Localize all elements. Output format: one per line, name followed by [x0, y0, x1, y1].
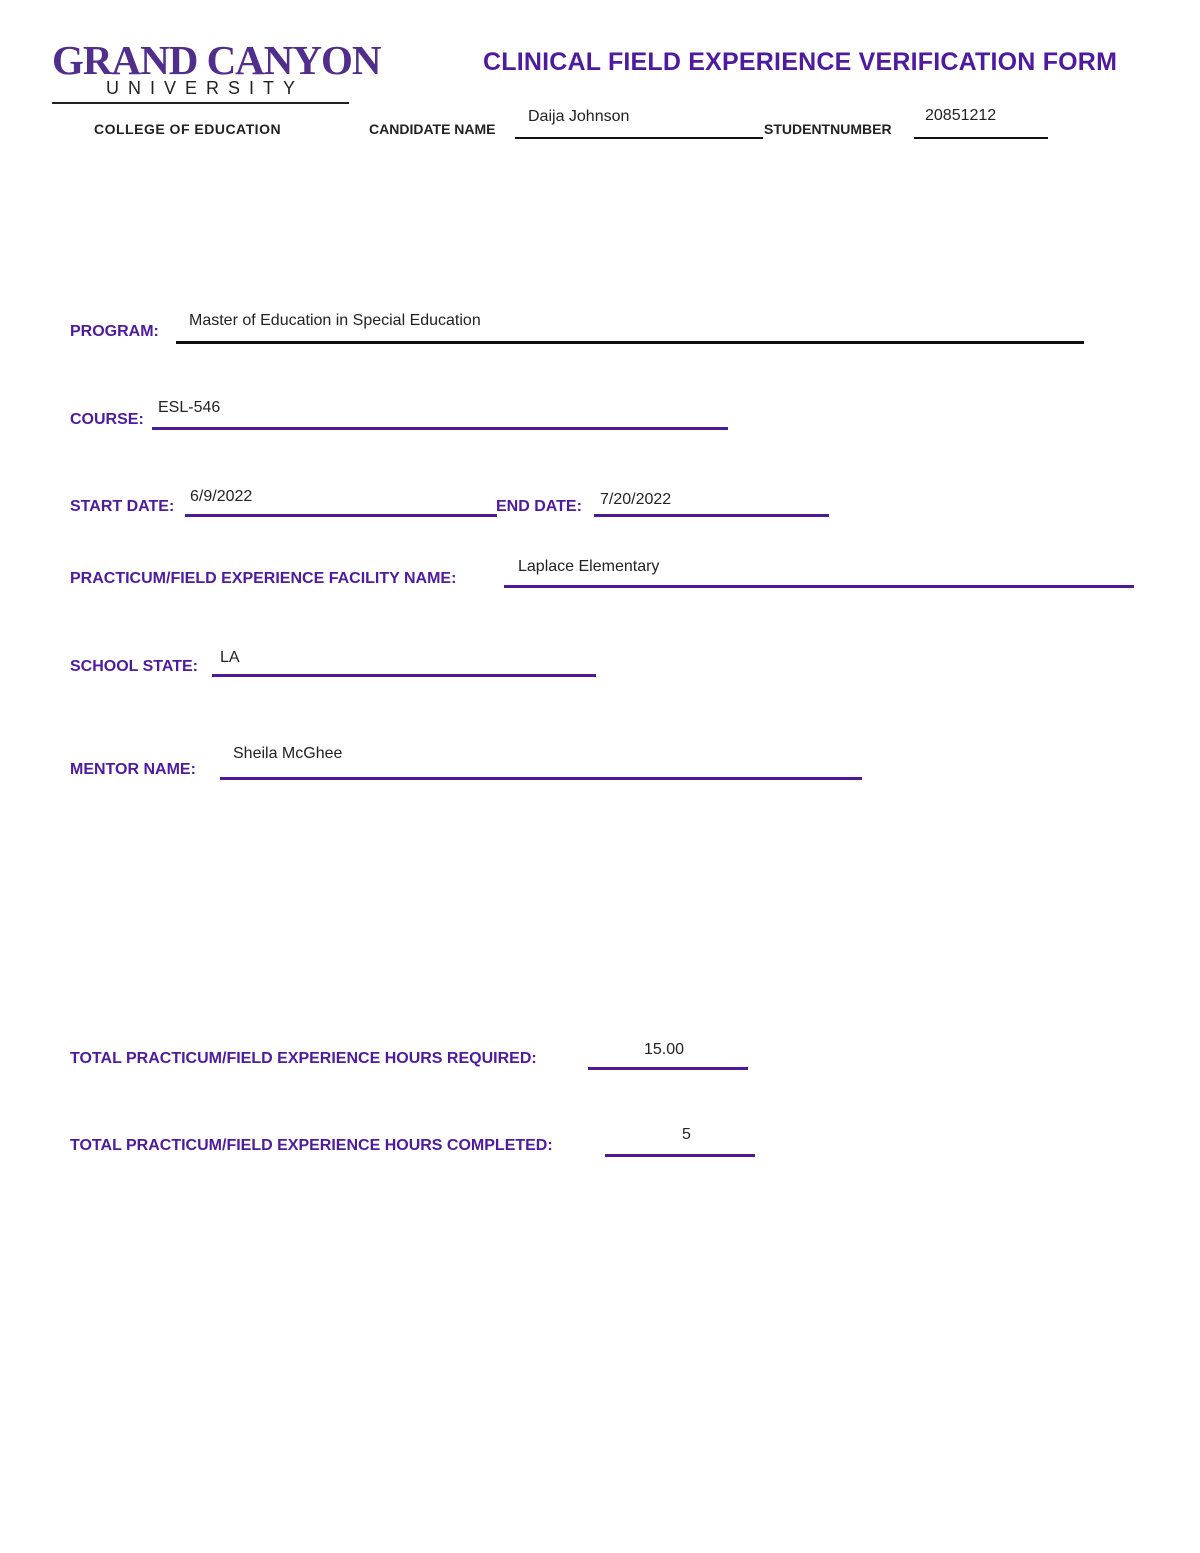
hours-completed-value[interactable]: 5: [682, 1126, 691, 1143]
school-state-line: [212, 674, 596, 677]
facility-name-label: PRACTICUM/FIELD EXPERIENCE FACILITY NAME:: [70, 570, 457, 587]
hours-required-line: [588, 1067, 748, 1070]
course-line: [152, 427, 728, 430]
program-line: [176, 341, 1084, 344]
student-number-line: [914, 137, 1048, 139]
end-date-line: [594, 514, 829, 517]
start-date-value[interactable]: 6/9/2022: [190, 488, 253, 505]
candidate-name-line: [515, 137, 763, 139]
form-title: CLINICAL FIELD EXPERIENCE VERIFICATION FORM: [483, 48, 1118, 76]
end-date-label: END DATE:: [496, 498, 582, 515]
facility-name-value[interactable]: Laplace Elementary: [518, 558, 660, 575]
course-label: COURSE:: [70, 411, 144, 428]
school-state-label: SCHOOL STATE:: [70, 658, 198, 675]
candidate-name-label: CANDIDATE NAME: [369, 121, 496, 137]
hours-required-value[interactable]: 15.00: [644, 1041, 685, 1058]
student-number-label: STUDENTNUMBER: [764, 121, 892, 137]
school-state-value[interactable]: LA: [220, 649, 240, 666]
program-label: PROGRAM:: [70, 323, 159, 340]
candidate-name-value[interactable]: Daija Johnson: [528, 108, 630, 125]
hours-completed-label: TOTAL PRACTICUM/FIELD EXPERIENCE HOURS COMPLETED:: [70, 1137, 553, 1154]
university-logo-subtitle: UNIVERSITY: [106, 78, 305, 98]
logo-divider: [52, 102, 349, 104]
mentor-name-line: [220, 777, 862, 780]
start-date-label: START DATE:: [70, 498, 175, 515]
course-value[interactable]: ESL-546: [158, 399, 221, 416]
college-name: COLLEGE OF EDUCATION: [94, 121, 282, 137]
student-number-value[interactable]: 20851212: [925, 107, 997, 124]
hours-completed-line: [605, 1154, 755, 1157]
program-value[interactable]: Master of Education in Special Education: [189, 312, 481, 329]
end-date-value[interactable]: 7/20/2022: [600, 491, 672, 508]
mentor-name-value[interactable]: Sheila McGhee: [233, 745, 343, 762]
start-date-line: [185, 514, 497, 517]
hours-required-label: TOTAL PRACTICUM/FIELD EXPERIENCE HOURS REQUIRED:: [70, 1050, 537, 1067]
mentor-name-label: MENTOR NAME:: [70, 761, 196, 778]
facility-name-line: [504, 585, 1134, 588]
university-logo: GRAND CANYON: [52, 37, 381, 83]
